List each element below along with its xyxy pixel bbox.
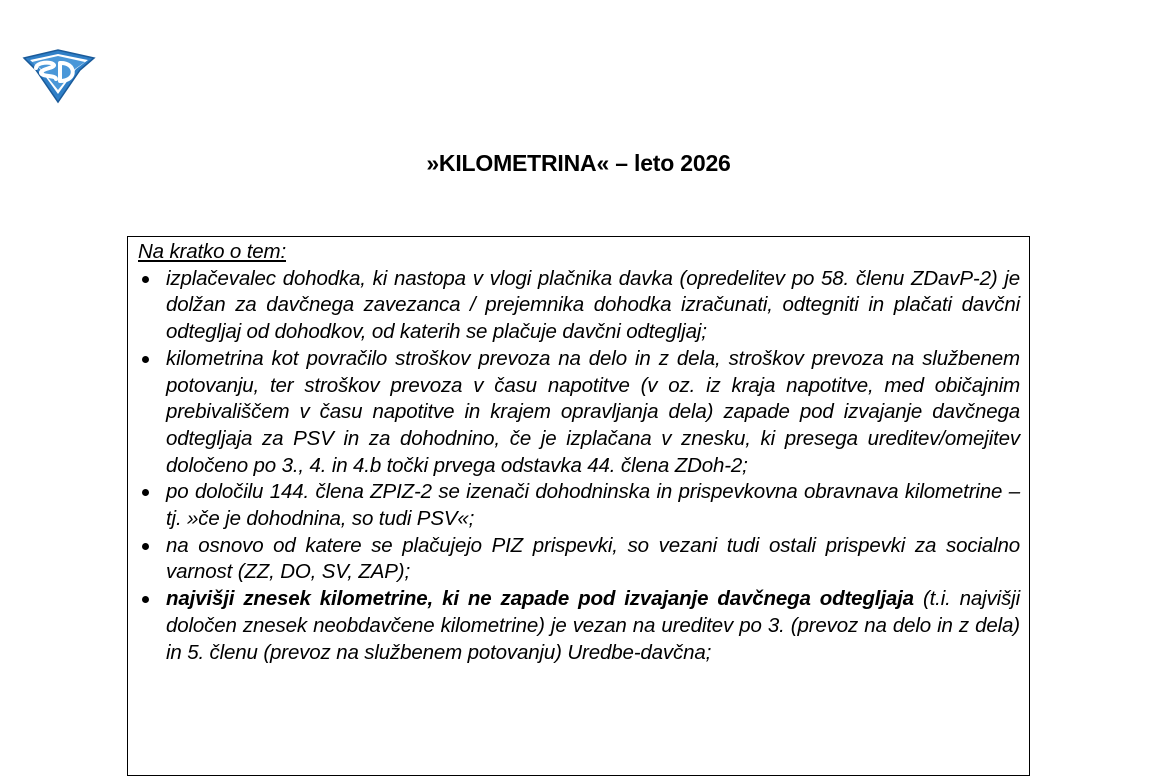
document-title: »KILOMETRINA« – leto 2026 [426,150,731,176]
list-item [138,266,1020,346]
list-item [138,346,1020,480]
list-item-text: (t.i. najvišji določen znesek neobdavčene kilometrine) je vezan na ureditev po 3. (prevoz na delo in z dela) in 5. členu (prevoz na službenem potovanju) Uredbe-davčna; [166,587,1020,664]
list-item-text: na osnovo od katere se plačujejo PIZ prispevki, so vezani tudi ostali prispevki za socialno varnost (ZZ, DO, SV, ZAP); [166,533,1020,584]
list-item [138,533,1020,586]
list-item [138,586,1020,666]
sd-emblem-icon [22,48,96,104]
list-item-text: kilometrina kot povračilo stroškov prevoza na delo in z dela, stroškov prevoza na službenem potovanju, ter stroškov prevoza v času napotitve (v oz. iz kraja napotitve, med običajnim prebivališčem v času napotitve in krajem opravljanja dela) zapade pod izvajanje davčnega odtegljaja za PSV in za dohodnino, če je izplačana v znesku, ki presega ureditev/omejitev določeno po 3., 4. in 4.b točki prvega odstavka 44. člena ZDoh-2; [166,346,1020,477]
summary-list [138,266,1020,667]
list-item-text: po določilu 144. člena ZPIZ-2 se izenači dohodninska in prispevkovna obravnava kilometrine – tj. »če je dohodnina, so tudi PSV«; [166,480,1020,531]
summary-box [127,236,1030,776]
list-item [138,479,1020,532]
list-item-bold-text: najvišji znesek kilometrine, ki ne zapade pod izvajanje davčnega odtegljaja [166,587,914,611]
summary-heading: Na kratko o tem: [138,240,286,263]
list-item-text: izplačevalec dohodka, ki nastopa v vlogi plačnika davka (opredelitev po 58. členu ZDavP-2) je dolžan za davčnega zavezanca / prejemnika dohodka izračunati, odtegniti in plačati davčni odtegljaj od dohodkov, od katerih se plačuje davčni odtegljaj; [166,266,1020,344]
